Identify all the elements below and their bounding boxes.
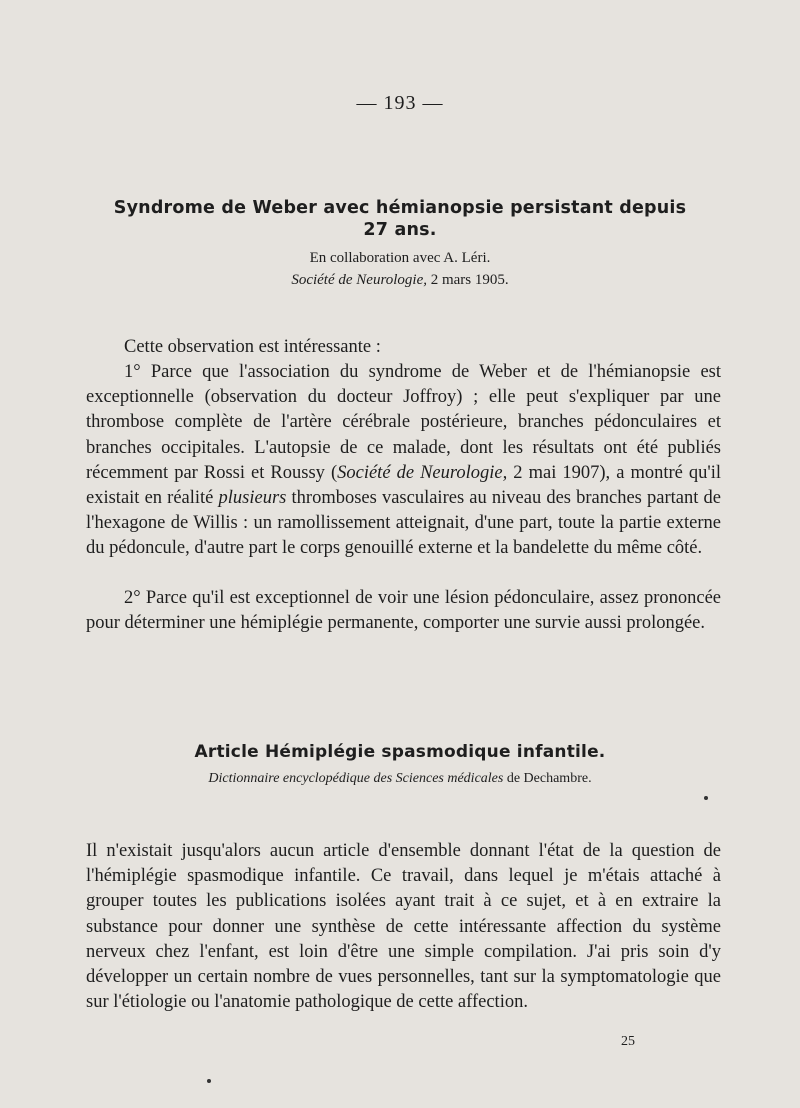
paragraph-point-2: 2° Parce qu'il est exceptionnel de voir une lésion pédonculaire, assez prononcée pour déterminer une hémiplégie permanente, comporter une survie aussi prolongée. (86, 588, 721, 634)
para1-italic-plusieurs: plusieurs (218, 488, 287, 509)
paragraph-point-1 (86, 360, 721, 562)
source-reference (0, 272, 800, 289)
page-number: — 193 — (356, 92, 444, 114)
dictionary-reference (0, 771, 800, 787)
dictionary-title: Dictionnaire encyclopédique des Sciences médicales (208, 771, 504, 786)
collaboration-note: En collaboration avec A. Léri. (309, 250, 491, 266)
section-title-hemiplegie: Article Hémiplégie spasmodique infantile. (194, 742, 606, 762)
para1-text-b: 2 mai 1907), a montré qu'il existait en réalité (86, 462, 721, 509)
para1-text-a: 1° Parce que l'association du syndrome de Weber et de l'hémianopsie est exceptionnelle (observation du docteur Joffroy) ; elle peut s'expliquer par une thrombose complète de l'artère cérébrale postérieure, branches pédonculaires et branches occipitales. L'autopsie de ce malade, dont les résultats ont été publiés récemment par Rossi et Roussy ( (86, 362, 721, 483)
ink-speck (704, 796, 708, 800)
source-date: 2 mars 1905. (426, 272, 509, 288)
ink-speck (207, 1079, 211, 1083)
section-title-weber: Syndrome de Weber avec hémianopsie persistant depuis 27 ans. (113, 198, 687, 240)
para1-italic-journal: Société de Neurologie, (337, 462, 508, 483)
folio-number: 25 (621, 1034, 635, 1049)
intro-line: Cette observation est intéressante : (124, 337, 381, 357)
dictionary-author: de Dechambre. (503, 771, 592, 786)
source-journal: Société de Neurologie, (291, 272, 427, 288)
paragraph-hemiplegie: Il n'existait jusqu'alors aucun article d'ensemble donnant l'état de la question de l'hémiplégie spasmodique infantile. Ce travail, dans lequel je m'étais attaché à grouper toutes les publications isolées ayant trait à ce sujet, et à en extraire la substance pour donner une synthèse de cette intéressante affection du système nerveux chez l'enfant, est loin d'être une simple compilation. J'ai pris soin d'y développer un certain nombre de vues personnelles, tant sur la symptomatologie que sur l'étiologie ou l'anatomie pathologique de cette affection. (86, 841, 721, 1013)
para1-text-c: thromboses vasculaires au niveau des branches partant de l'hexagone de Willis : un ramollissement atteignait, d'une part, toute la partie externe du pédoncule, d'autre part le corps genouillé externe et la bandelette du même côté. (86, 488, 721, 559)
